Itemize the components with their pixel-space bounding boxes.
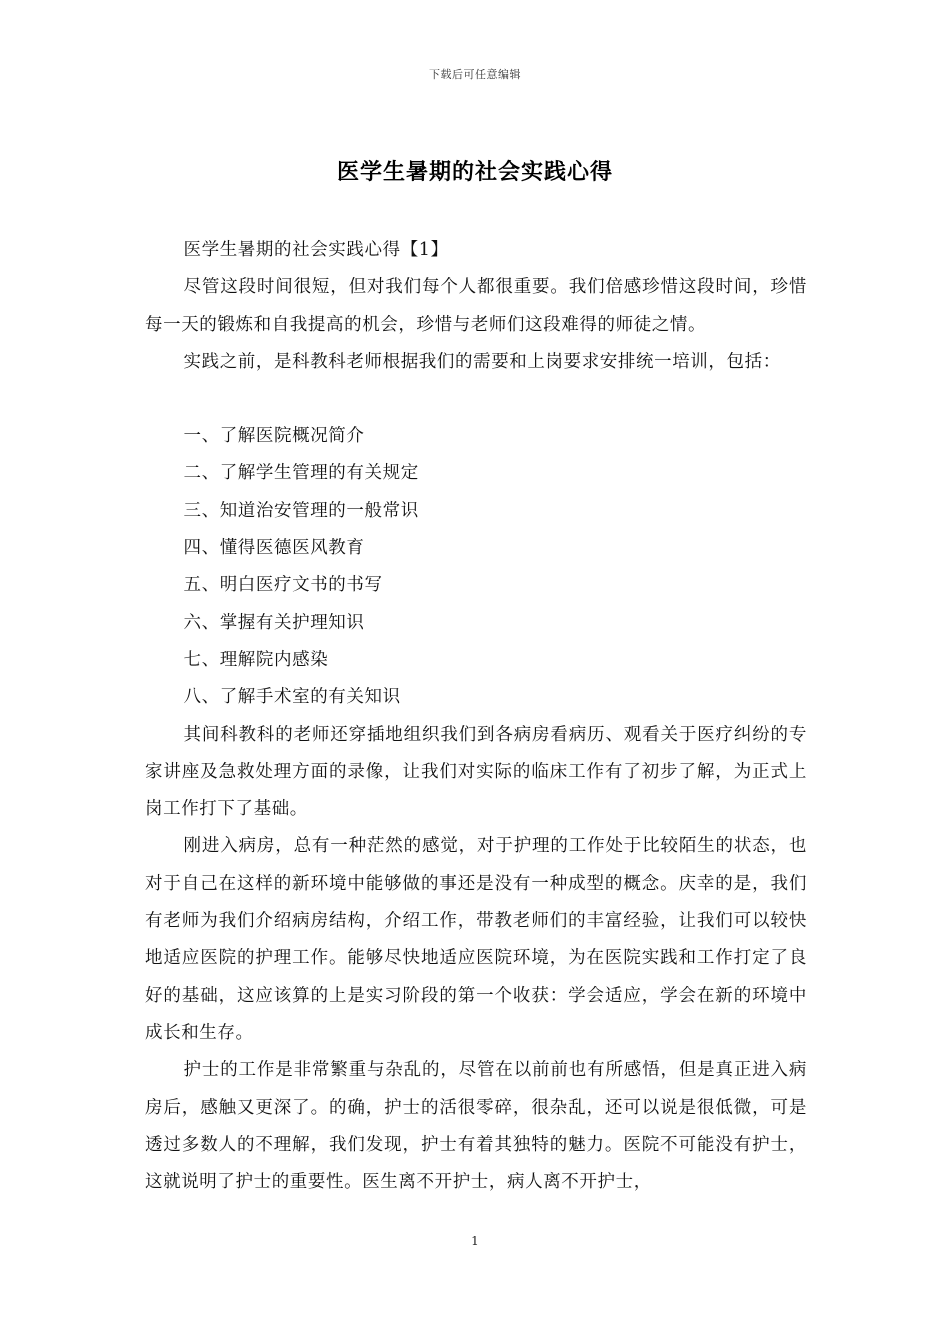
list-item: 一、了解医院概况简介: [183, 426, 365, 447]
paragraph: 护士的工作是非常繁重与杂乱的，尽管在以前前也有所感悟，但是真正进入病房后，感触又更深了。的确，护士的活很零碎，很杂乱，还可以说是很低微，可是透过多数人的不理解，我们发现，护士有着其独特的魅力。医院不可能没有护士，这就说明了护士的重要性。医生离不开护士，病人离不开护士，: [145, 1060, 807, 1193]
list-item: 五、明白医疗文书的书写: [183, 575, 383, 596]
paragraph: 实践之前，是科教科老师根据我们的需要和上岗要求安排统一培训，包括：: [183, 351, 781, 372]
document-title: 医学生暑期的社会实践心得: [336, 160, 613, 185]
page-number: 1: [471, 1234, 479, 1248]
list-item: 三、知道治安管理的一般常识: [183, 500, 419, 521]
paragraph: 刚进入病房，总有一种茫然的感觉，对于护理的工作处于比较陌生的状态，也对于自己在这样的新环境中能够做的事还是没有一种成型的概念。庆幸的是，我们有老师为我们介绍病房结构，介绍工作，带教老师们的丰富经验，让我们可以较快地适应医院的护理工作。能够尽快地适应医院环境，为在医院实践和工作打定了良好的基础，这应该算的上是实习阶段的第一个收获：学会适应，学会在新的环境中成长和生存。: [145, 836, 807, 1043]
section-heading: 医学生暑期的社会实践心得【1】: [183, 240, 449, 260]
list-item: 二、了解学生管理的有关规定: [183, 463, 419, 484]
page-header: 下载后可任意编辑: [429, 68, 521, 81]
document-body: [145, 232, 807, 1201]
list-item: 四、懂得医德医风教育: [183, 538, 365, 559]
paragraph: 其间科教科的老师还穿插地组织我们到各病房看病历、观看关于医疗纠纷的专家讲座及急救处理方面的录像，让我们对实际的临床工作有了初步了解，为正式上岗工作打下了基础。: [145, 724, 807, 820]
list-item: 七、理解院内感染: [183, 649, 329, 670]
list-item: 八、了解手术室的有关知识: [183, 687, 401, 708]
paragraph: 尽管这段时间很短，但对我们每个人都很重要。我们倍感珍惜这段时间，珍惜每一天的锻炼和自我提高的机会，珍惜与老师们这段难得的师徒之情。: [145, 277, 807, 335]
list-item: 六、掌握有关护理知识: [183, 612, 365, 633]
